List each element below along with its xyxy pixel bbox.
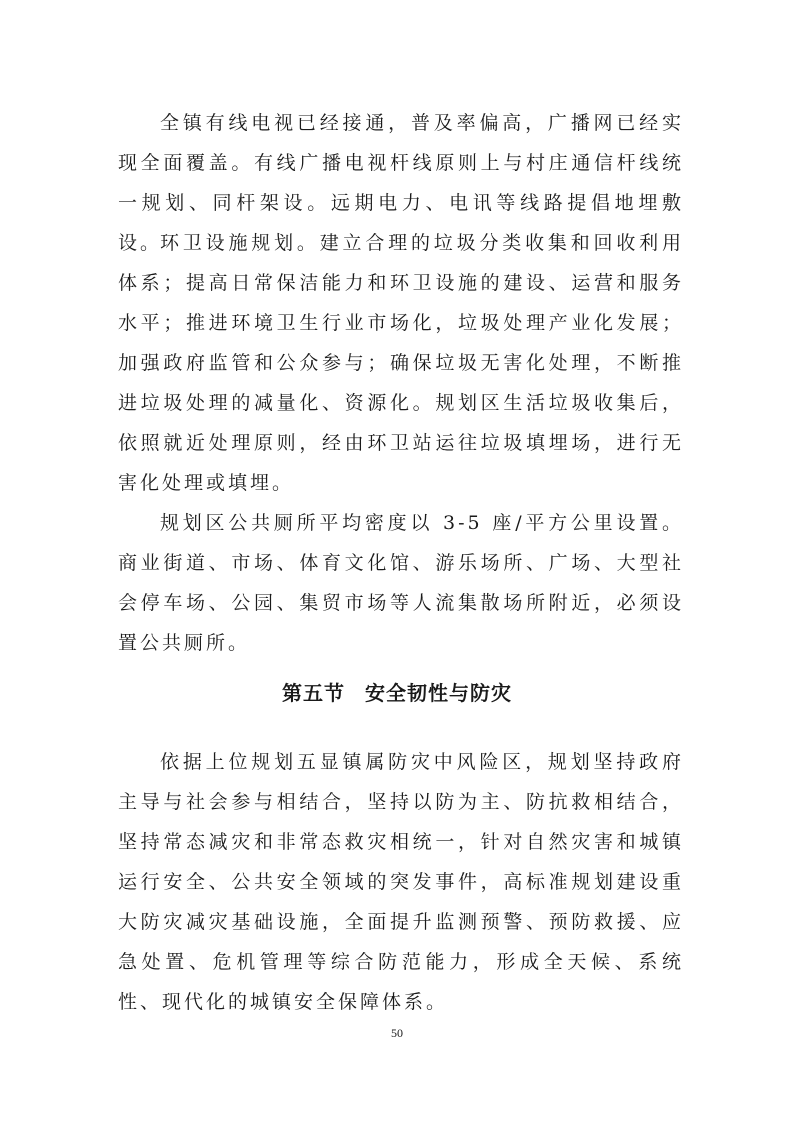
section-title: 安全韧性与防灾 bbox=[365, 681, 512, 705]
section-heading bbox=[0, 677, 794, 706]
paragraph-disaster-prevention: 依据上位规划五显镇属防灾中风险区，规划坚持政府主导与社会参与相结合，坚持以防为主、防抗救相结合，坚持常态减灾和非常态救灾相统一，针对自然灾害和城镇运行安全、公共安全领域的突发事件，高标准规划建设重大防灾减灾基础设施，全面提升监测预警、预防救援、应急处置、危机管理等综合防范能力，形成全天候、系统性、现代化的城镇安全保障体系。 bbox=[118, 751, 684, 1013]
paragraph-sanitation-planning: 环卫设施规划。建立合理的垃圾分类收集和回收利用体系；提高日常保洁能力和环卫设施的建设、运营和服务水平；推进环境卫生行业市场化，垃圾处理产业化发展；加强政府监管和公众参与；确保垃圾无害化处理，不断推进垃圾处理的减量化、资源化。规划区生活垃圾收集后，依照就近处理原则，经由环卫站运往垃圾填埋场，进行无害化处理或填埋。 bbox=[118, 232, 684, 494]
section-number: 第五节 bbox=[282, 681, 345, 705]
page-number: 50 bbox=[391, 1026, 403, 1040]
paragraph-cable-tv: 全镇有线电视已经接通，普及率偏高，广播网已经实现全面覆盖。有线广播电视杆线原则上与村庄通信杆线统一规划、同杆架设。远期电力、电讯等线路提倡地埋敷设。 bbox=[118, 112, 684, 254]
paragraph-public-toilets: 规划区公共厕所平均密度以 3-5 座/平方公里设置。商业街道、市场、体育文化馆、游乐场所、广场、大型社会停车场、公园、集贸市场等人流集散场所附近，必须设置公共厕所。 bbox=[118, 512, 684, 654]
